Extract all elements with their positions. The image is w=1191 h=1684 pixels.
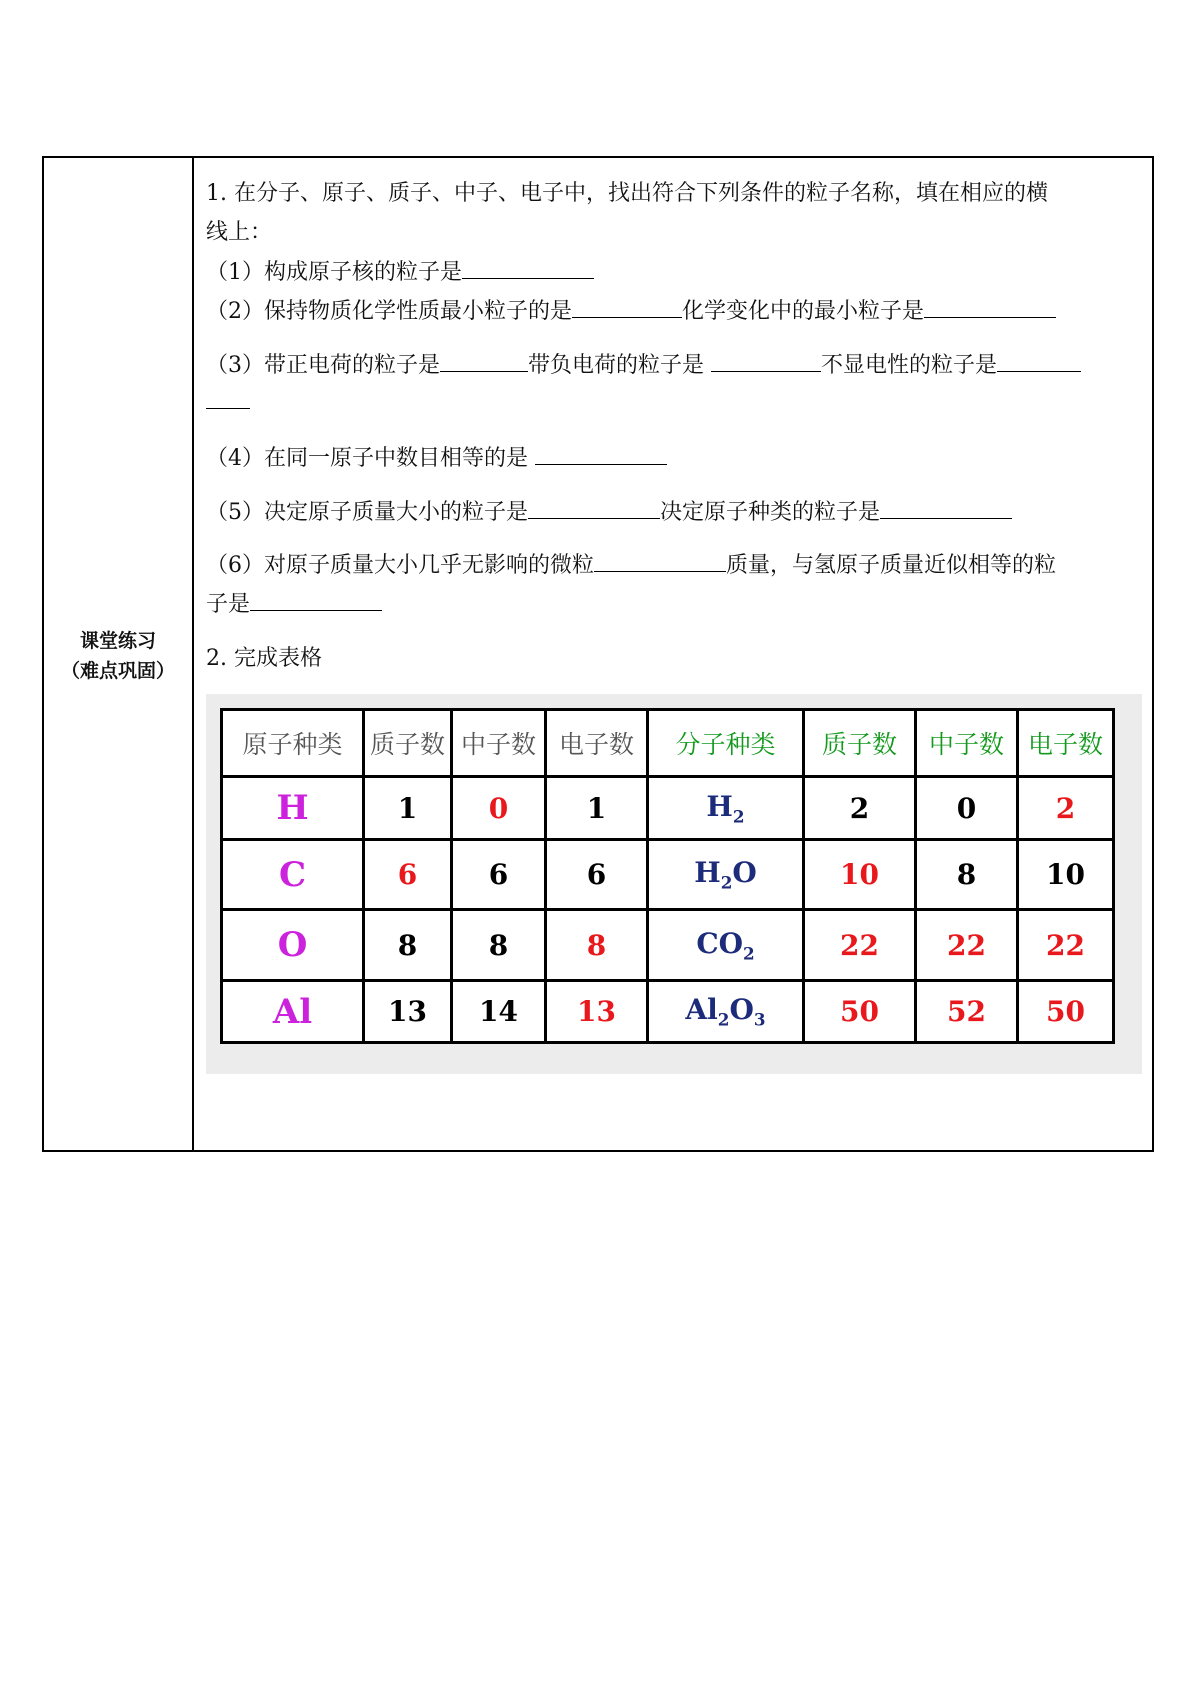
- atom-electrons: 1: [546, 777, 648, 840]
- column-divider: [192, 156, 194, 1152]
- answer-blank[interactable]: [594, 549, 726, 572]
- molecule-electrons: 50: [1018, 981, 1114, 1043]
- header-molecule-neutrons: 中子数: [916, 710, 1018, 777]
- header-atom-electrons: 电子数: [546, 710, 648, 777]
- molecule-electrons: 10: [1018, 840, 1114, 910]
- atom-neutrons: 0: [452, 777, 546, 840]
- table-row: [222, 777, 1114, 840]
- answer-blank[interactable]: [572, 295, 682, 318]
- answer-blank-continued[interactable]: [206, 386, 250, 409]
- molecule-protons: 2: [804, 777, 916, 840]
- q1-item-5-text-b: 决定原子种类的粒子是: [660, 500, 881, 525]
- molecule-formula: $H_2O$: [648, 840, 804, 910]
- table-row: [222, 840, 1114, 910]
- molecule-formula: $Al_2O_3$: [648, 981, 804, 1043]
- atom-electrons: 8: [546, 910, 648, 981]
- molecule-electrons: 22: [1018, 910, 1114, 981]
- q1-item-2-text-b: 化学变化中的最小粒子是: [682, 299, 925, 324]
- atom-symbol: H: [222, 777, 364, 840]
- header-atom-neutrons: 中子数: [452, 710, 546, 777]
- q1-item-4: [206, 441, 667, 472]
- q1-item-3-continuation: [206, 386, 250, 415]
- q1-item-5: [206, 495, 1012, 526]
- atom-protons: 6: [364, 840, 452, 910]
- answer-blank[interactable]: [528, 496, 660, 519]
- q1-item-2-text-a: （2）保持物质化学性质最小粒子的是: [206, 299, 572, 324]
- q1-item-1: [206, 255, 594, 286]
- q1-item-2: [206, 294, 1056, 325]
- molecule-protons: 22: [804, 910, 916, 981]
- q1-intro-line2: 线上：: [206, 220, 273, 245]
- molecule-neutrons: 22: [916, 910, 1018, 981]
- q1-item-6-text-b: 质量，与氢原子质量近似相等的粒: [726, 553, 1057, 578]
- q1-item-5-text-a: （5）决定原子质量大小的粒子是: [206, 500, 528, 525]
- section-label: [44, 626, 192, 686]
- table-header-row: [222, 710, 1114, 777]
- atom-symbol: Al: [222, 981, 364, 1043]
- answer-blank[interactable]: [535, 442, 667, 465]
- atom-neutrons: 8: [452, 910, 546, 981]
- molecule-protons: 50: [804, 981, 916, 1043]
- answer-blank[interactable]: [880, 496, 1012, 519]
- header-molecule-electrons: 电子数: [1018, 710, 1114, 777]
- atom-protons: 8: [364, 910, 452, 981]
- section-label-title: 课堂练习: [79, 630, 156, 652]
- answer-blank[interactable]: [462, 256, 594, 279]
- header-molecule-protons: 质子数: [804, 710, 916, 777]
- answer-blank[interactable]: [250, 588, 382, 611]
- molecule-protons: 10: [804, 840, 916, 910]
- molecule-formula: $H_2$: [648, 777, 804, 840]
- molecule-neutrons: 8: [916, 840, 1018, 910]
- header-atom-protons: 质子数: [364, 710, 452, 777]
- atom-symbol: C: [222, 840, 364, 910]
- header-atom-type: 原子种类: [222, 710, 364, 777]
- header-molecule-type: 分子种类: [648, 710, 804, 777]
- q1-item-1-text: （1）构成原子核的粒子是: [206, 260, 462, 285]
- atom-symbol: O: [222, 910, 364, 981]
- atom-neutrons: 6: [452, 840, 546, 910]
- q1-item-3-text-c: 不显电性的粒子是: [821, 353, 998, 378]
- answer-blank[interactable]: [711, 349, 821, 372]
- q1-item-3: [206, 348, 1081, 379]
- molecule-neutrons: 0: [916, 777, 1018, 840]
- q1-item-4-text: （4）在同一原子中数目相等的是: [206, 446, 528, 471]
- particle-table: [220, 708, 1115, 1044]
- answer-blank[interactable]: [997, 349, 1081, 372]
- answer-blank[interactable]: [440, 349, 528, 372]
- table-row: [222, 910, 1114, 981]
- atom-protons: 13: [364, 981, 452, 1043]
- molecule-electrons: 2: [1018, 777, 1114, 840]
- section-label-subtitle: （难点巩固）: [60, 660, 175, 682]
- q2-title: 2. 完成表格: [206, 646, 322, 671]
- atom-neutrons: 14: [452, 981, 546, 1043]
- q1-item-6: [206, 548, 1056, 579]
- molecule-neutrons: 52: [916, 981, 1018, 1043]
- atom-protons: 1: [364, 777, 452, 840]
- q1-item-6-text-c: 子是: [206, 592, 251, 617]
- q1-item-6-text-a: （6）对原子质量大小几乎无影响的微粒: [206, 553, 594, 578]
- q1-intro-line1: 1. 在分子、原子、质子、中子、电子中，找出符合下列条件的粒子名称，填在相应的横: [206, 181, 1048, 206]
- molecule-formula: $CO_2$: [648, 910, 804, 981]
- answer-blank[interactable]: [924, 295, 1056, 318]
- q1-item-3-text-b: 带负电荷的粒子是: [528, 353, 705, 378]
- atom-electrons: 6: [546, 840, 648, 910]
- q1-item-6-continuation: [206, 587, 382, 618]
- table-row: [222, 981, 1114, 1043]
- q1-item-3-text-a: （3）带正电荷的粒子是: [206, 353, 440, 378]
- atom-electrons: 13: [546, 981, 648, 1043]
